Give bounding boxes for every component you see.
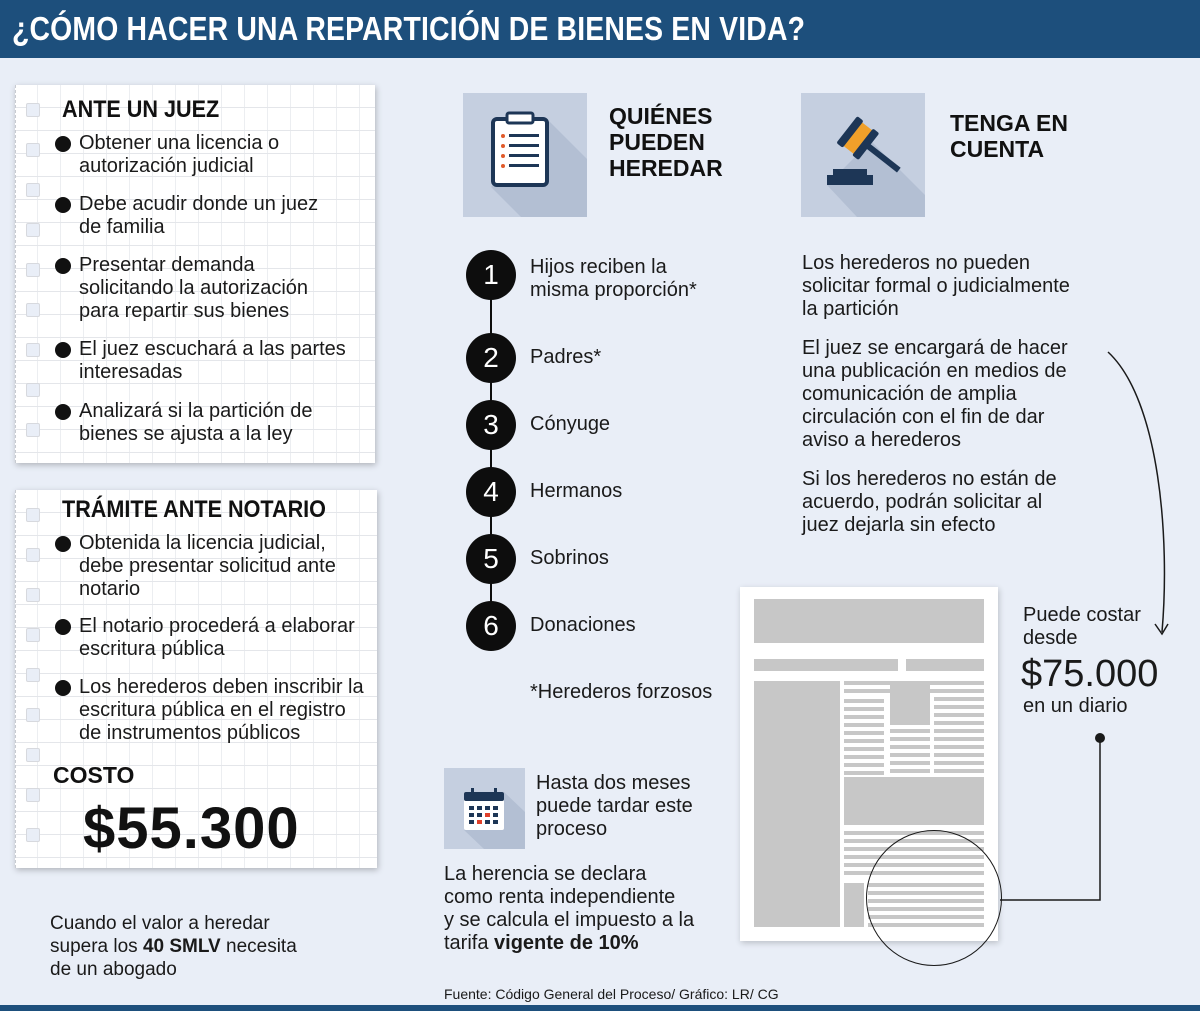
- list-item: El juez escuchará a las partes interesadas: [55, 338, 346, 384]
- number-badge: 3: [466, 400, 516, 450]
- footnote: *Herederos forzosos: [530, 681, 713, 703]
- bullet-icon: [55, 136, 71, 152]
- magnifier-circle: [866, 830, 1002, 966]
- bullet-icon: [55, 404, 71, 420]
- cost-label: COSTO: [53, 762, 135, 788]
- lawyer-note: Cuando el valor a heredar supera los 40 SMLV necesita de un abogado: [50, 913, 297, 980]
- list-item: Obtener una licencia o autorización judicial: [55, 132, 279, 178]
- clipboard-icon-box: [463, 93, 587, 217]
- heir-label: Donaciones: [530, 614, 636, 636]
- bullet-icon: [55, 536, 71, 552]
- bullet-icon: [55, 342, 71, 358]
- number-badge: 6: [466, 601, 516, 651]
- consider-title: TENGA EN CUENTA: [950, 110, 1068, 162]
- judge-card-title: ANTE UN JUEZ: [62, 96, 220, 123]
- clipboard-icon: [463, 93, 587, 217]
- list-item: Analizará si la partición de bienes se ajusta a la ley: [55, 400, 312, 446]
- bullet-icon: [55, 197, 71, 213]
- footer-bar: [0, 1005, 1200, 1011]
- newspaper-cost-suffix: en un diario: [1023, 695, 1128, 717]
- bullet-icon: [55, 680, 71, 696]
- heir-label: Hermanos: [530, 480, 623, 502]
- page-title: ¿CÓMO HACER UNA REPARTICIÓN DE BIENES EN VIDA?: [12, 10, 806, 47]
- list-item: Los herederos deben inscribir la escritura pública en el registro de instrumentos públicos: [55, 676, 364, 745]
- cost-value: $55.300: [83, 796, 300, 861]
- consider-paragraph: El juez se encargará de hacer una publicación en medios de comunicación de amplia circulación con el fin de dar aviso a herederos: [802, 337, 1068, 451]
- notebook-holes: [15, 490, 55, 868]
- gavel-icon-box: [801, 93, 925, 217]
- calendar-icon-box: [444, 768, 525, 849]
- curved-arrow-icon: [1100, 340, 1180, 640]
- list-item: Debe acudir donde un juez de familia: [55, 193, 318, 239]
- bullet-icon: [55, 258, 71, 274]
- number-badge: 5: [466, 534, 516, 584]
- bullet-icon: [55, 619, 71, 635]
- tax-text: La herencia se declara como renta independiente y se calcula el impuesto a la tarifa vigente de 10%: [444, 863, 695, 954]
- calendar-icon: [444, 768, 525, 849]
- timing-text: Hasta dos meses puede tardar este proceso: [536, 772, 693, 840]
- list-item: Presentar demanda solicitando la autorización para repartir sus bienes: [55, 254, 308, 323]
- number-badge: 4: [466, 467, 516, 517]
- newspaper-cost: Puede costar desde: [1023, 604, 1141, 649]
- list-item: El notario procederá a elaborar escritura pública: [55, 615, 355, 661]
- consider-paragraph: Si los herederos no están de acuerdo, podrán solicitar al juez dejarla sin efecto: [802, 468, 1057, 536]
- heir-label: Cónyuge: [530, 413, 611, 435]
- newspaper-cost-value: $75.000: [1021, 653, 1159, 695]
- judge-card: [15, 85, 375, 463]
- heir-label: Sobrinos: [530, 547, 609, 569]
- price-connector: [990, 730, 1110, 910]
- number-badge: 2: [466, 333, 516, 383]
- notebook-holes: [15, 85, 55, 463]
- number-badge: 1: [466, 250, 516, 300]
- gavel-icon: [801, 93, 925, 217]
- heir-label: Padres*: [530, 346, 602, 368]
- heir-label: Hijos reciben la misma proporción*: [530, 256, 697, 301]
- consider-paragraph: Los herederos no pueden solicitar formal o judicialmente la partición: [802, 252, 1070, 320]
- list-item: Obtenida la licencia judicial, debe presentar solicitud ante notario: [55, 532, 336, 601]
- heirs-title: QUIÉNES PUEDEN HEREDAR: [609, 103, 723, 181]
- notary-card-title: TRÁMITE ANTE NOTARIO: [62, 496, 326, 523]
- notary-card: [15, 490, 377, 868]
- source-credit: Fuente: Código General del Proceso/ Gráfico: LR/ CG: [444, 986, 779, 1002]
- header-bar: [0, 0, 1200, 58]
